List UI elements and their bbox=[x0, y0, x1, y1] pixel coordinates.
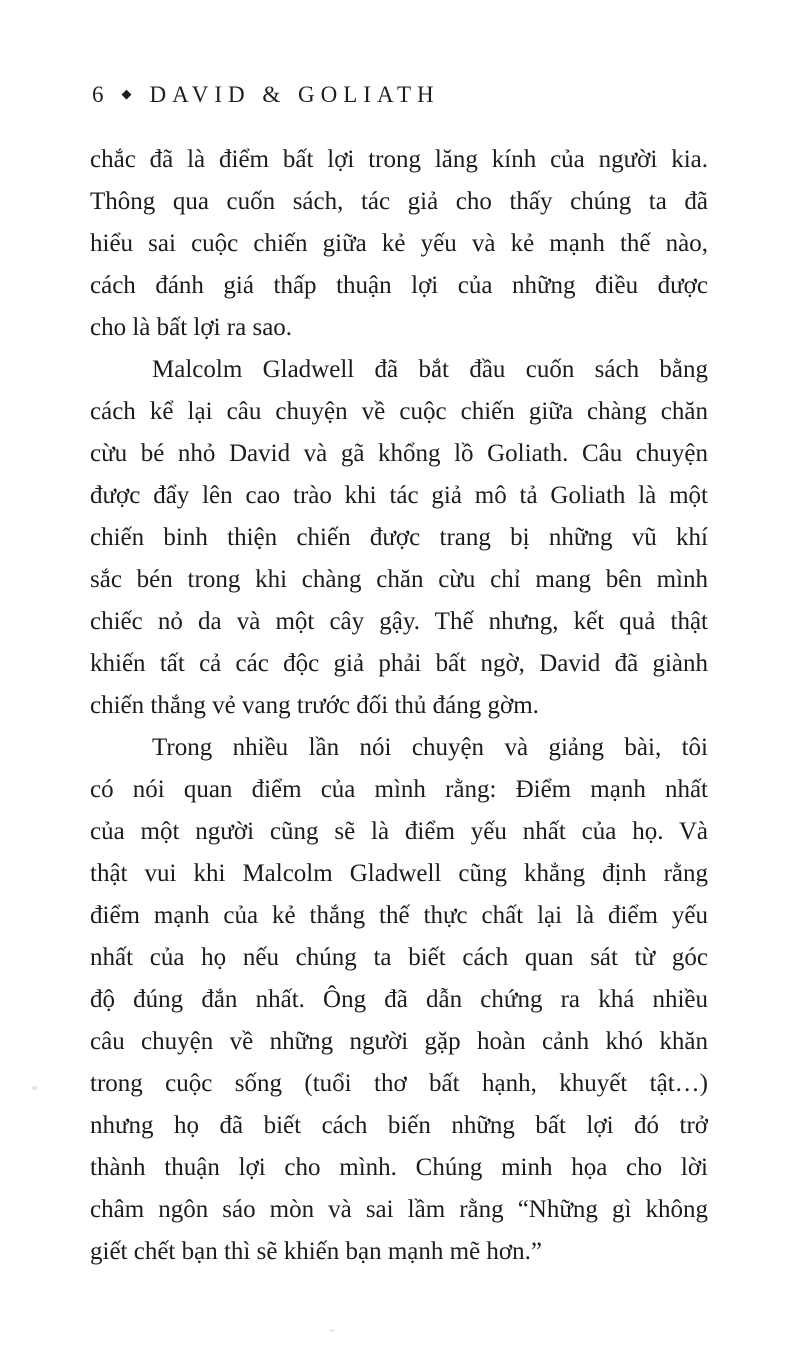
scan-speck bbox=[32, 1086, 37, 1090]
paragraph-3-line-9: trong cuộc sống (tuổi thơ bất hạnh, khuyết tật…) bbox=[90, 1070, 708, 1097]
paragraph-1-line-5: cho là bất lợi ra sao. bbox=[90, 314, 293, 341]
paragraph-3-line-6: nhất của họ nếu chúng ta biết cách quan sát từ góc bbox=[90, 944, 708, 971]
paragraph-3-line-1: Trong nhiều lần nói chuyện và giảng bài, tôi bbox=[152, 734, 708, 761]
paragraph-2-line-6: sắc bén trong khi chàng chăn cừu chỉ mang bên mình bbox=[90, 566, 708, 593]
paragraph-1-line-4: cách đánh giá thấp thuận lợi của những điều được bbox=[90, 272, 708, 299]
paragraph-3-line-4: thật vui khi Malcolm Gladwell cũng khẳng định rằng bbox=[90, 860, 708, 887]
paragraph-3-line-13: giết chết bạn thì sẽ khiến bạn mạnh mẽ hơn.” bbox=[90, 1238, 542, 1265]
running-header bbox=[92, 82, 440, 108]
paragraph-2-line-4: được đẩy lên cao trào khi tác giả mô tả Goliath là một bbox=[90, 482, 708, 509]
scan-speck bbox=[330, 1329, 334, 1332]
diamond-icon: ◆ bbox=[121, 86, 132, 101]
paragraph-2-line-7: chiếc nỏ da và một cây gậy. Thế nhưng, kết quả thật bbox=[90, 608, 708, 635]
page-number: 6 bbox=[92, 82, 106, 107]
paragraph-3-line-12: châm ngôn sáo mòn và sai lầm rằng “Những gì không bbox=[90, 1196, 708, 1223]
page-body bbox=[90, 139, 708, 1273]
paragraph-1-line-3: hiểu sai cuộc chiến giữa kẻ yếu và kẻ mạnh thế nào, bbox=[90, 230, 708, 257]
paragraph-2-line-8: khiến tất cả các độc giả phải bất ngờ, David đã giành bbox=[90, 650, 708, 677]
paragraph-3-line-7: độ đúng đắn nhất. Ông đã dẫn chứng ra khá nhiều bbox=[90, 986, 708, 1013]
paragraph-1-line-2: Thông qua cuốn sách, tác giả cho thấy chúng ta đã bbox=[90, 188, 708, 215]
paragraph-2-line-3: cừu bé nhỏ David và gã khổng lồ Goliath. Câu chuyện bbox=[90, 440, 708, 467]
paragraph-3-line-8: câu chuyện về những người gặp hoàn cảnh khó khăn bbox=[90, 1028, 708, 1055]
paragraph-2-line-2: cách kể lại câu chuyện về cuộc chiến giữa chàng chăn bbox=[90, 398, 708, 425]
paragraph-3-line-5: điểm mạnh của kẻ thắng thế thực chất lại là điểm yếu bbox=[90, 902, 708, 929]
paragraph-2-line-5: chiến binh thiện chiến được trang bị những vũ khí bbox=[90, 524, 708, 551]
paragraph-2-line-9: chiến thắng vẻ vang trước đối thủ đáng gờm. bbox=[90, 692, 539, 719]
paragraph-3-line-10: nhưng họ đã biết cách biến những bất lợi đó trở bbox=[90, 1112, 708, 1139]
paragraph-3-line-11: thành thuận lợi cho mình. Chúng minh họa cho lời bbox=[90, 1154, 708, 1181]
paragraph-3-line-3: của một người cũng sẽ là điểm yếu nhất của họ. Và bbox=[90, 818, 708, 845]
book-title: DAVID & GOLIATH bbox=[149, 82, 440, 107]
paragraph-3-line-2: có nói quan điểm của mình rằng: Điểm mạnh nhất bbox=[90, 776, 708, 803]
paragraph-1-line-1: chắc đã là điểm bất lợi trong lăng kính của người kia. bbox=[90, 146, 708, 173]
paragraph-2-line-1: Malcolm Gladwell đã bắt đầu cuốn sách bằng bbox=[152, 356, 708, 383]
